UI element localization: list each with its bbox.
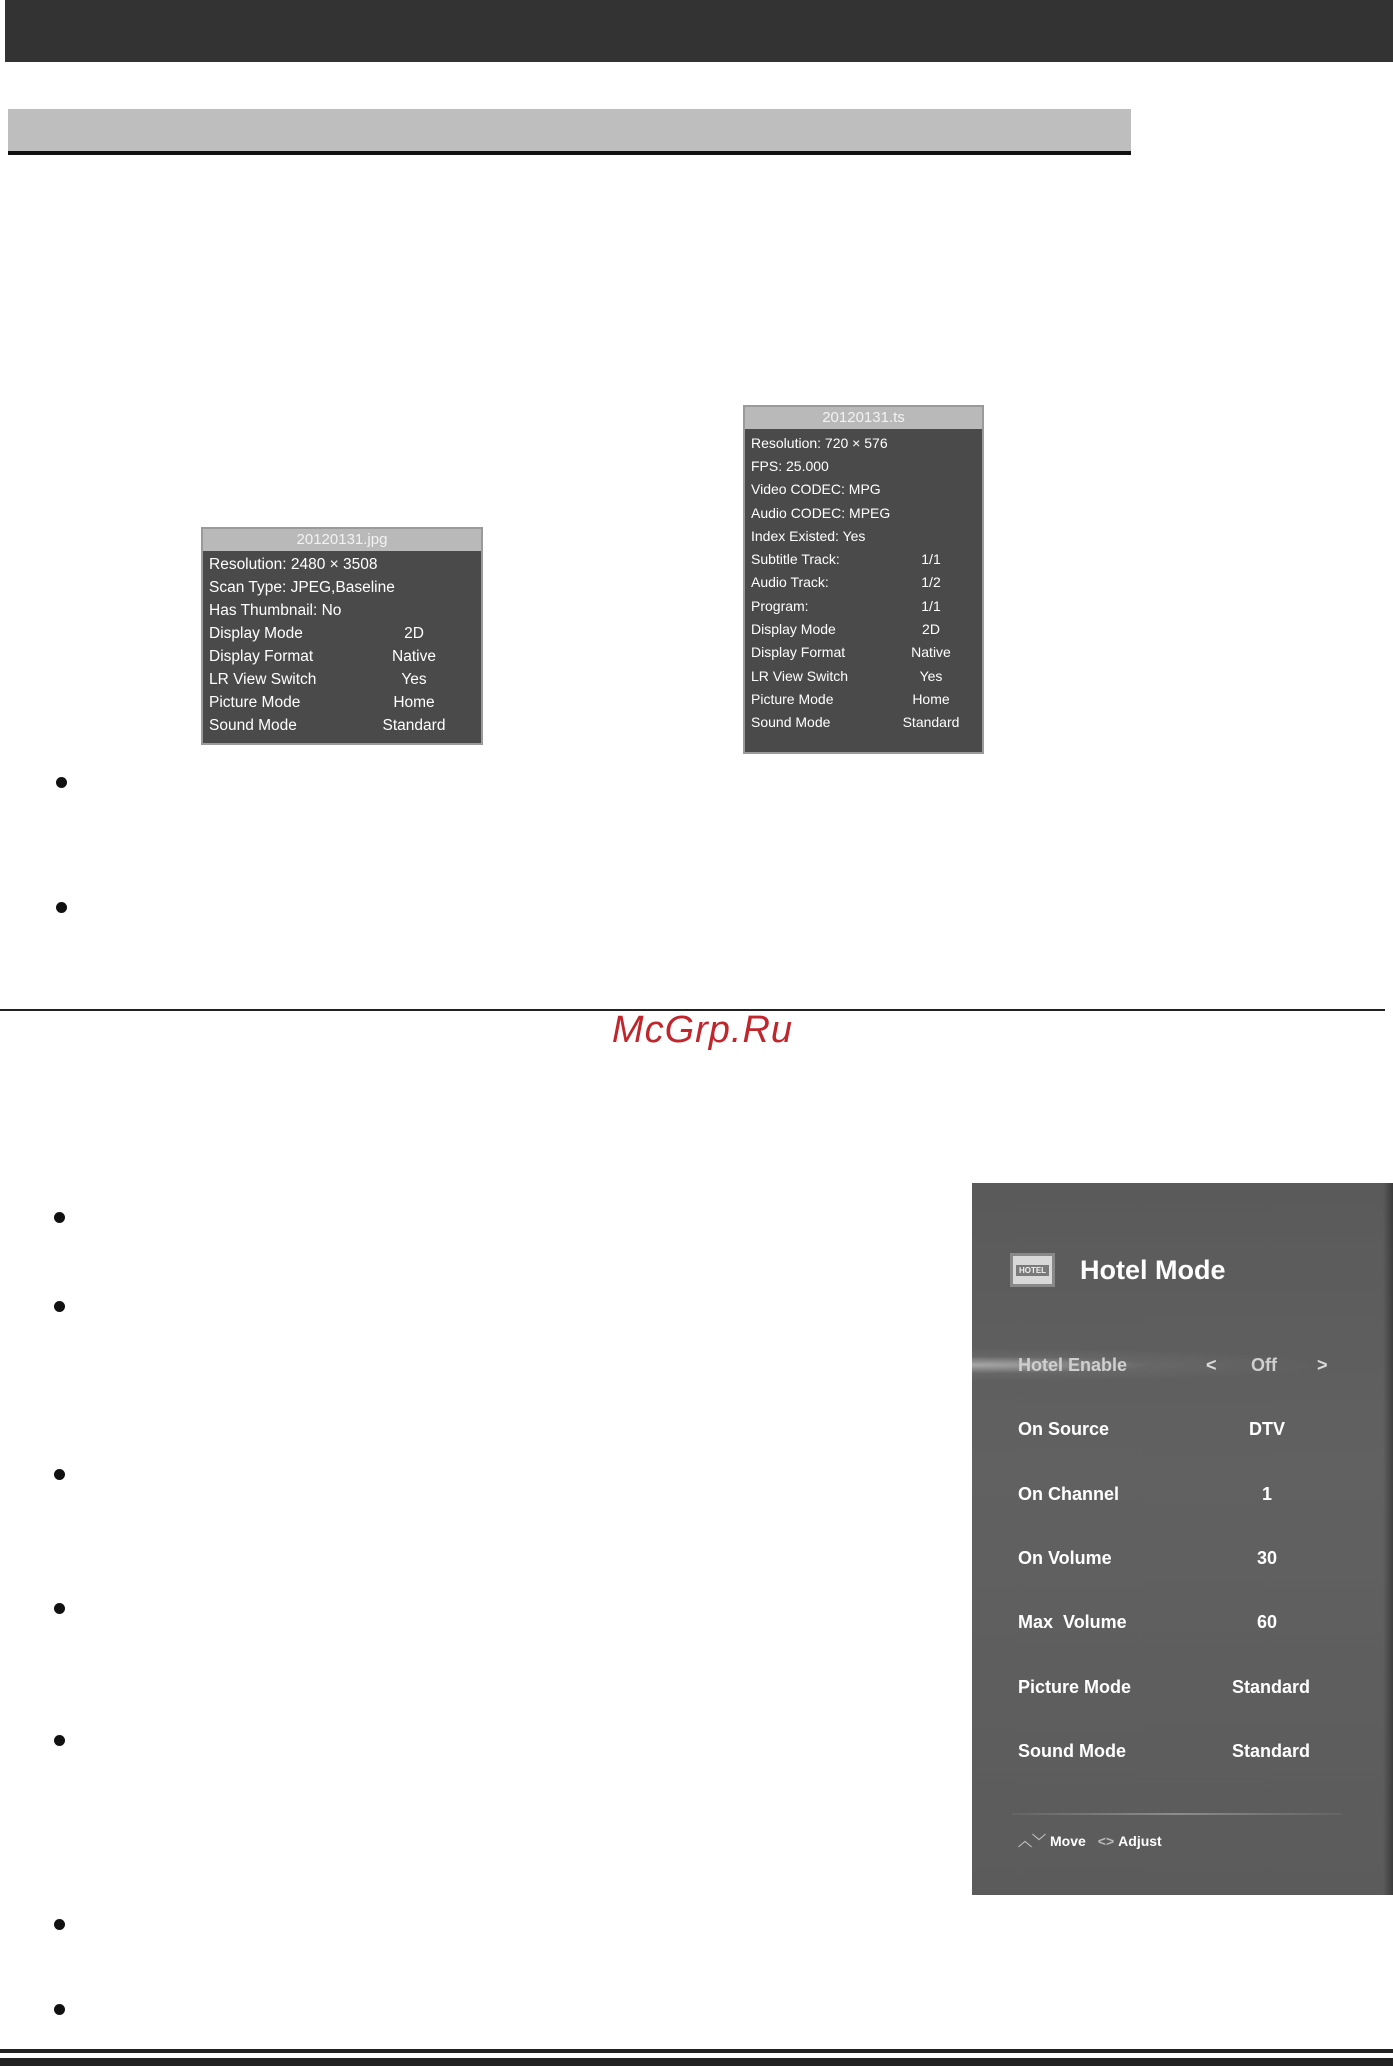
info-value: 2D	[404, 624, 424, 642]
photo-info-row	[209, 576, 475, 599]
info-label: Has Thumbnail: No	[209, 601, 342, 619]
footer-adjust-label: Adjust	[1118, 1833, 1162, 1849]
info-value: 1/2	[921, 574, 941, 591]
info-label: Picture Mode	[751, 690, 834, 707]
info-label: Display Format	[209, 647, 314, 665]
info-label: Sound Mode	[751, 714, 831, 731]
menu-item-label: Hotel Enable	[1018, 1355, 1128, 1375]
video-info-row	[751, 641, 976, 664]
menu-item-value: 60	[1256, 1612, 1278, 1632]
bullet-point	[54, 1301, 65, 1312]
info-label: Sound Mode	[209, 716, 297, 734]
photo-info-row	[209, 668, 475, 691]
info-value: Yes	[919, 667, 943, 684]
menu-item-value: 30	[1256, 1548, 1278, 1568]
bullet-point	[56, 902, 67, 913]
hotel-icon-text: HOTEL	[1016, 1265, 1049, 1276]
left-right-arrows-icon: <>	[1097, 1833, 1115, 1849]
video-info-row	[751, 594, 976, 617]
hotel-mode-menu	[972, 1183, 1393, 1895]
bullet-point	[54, 1212, 65, 1223]
info-value: Yes	[401, 670, 427, 688]
video-info-row	[751, 547, 976, 570]
menu-item-sound-mode[interactable]	[972, 1731, 1393, 1771]
info-value: 1/1	[921, 551, 941, 568]
section-heading-bar	[8, 109, 1131, 155]
info-value: Standard	[902, 714, 960, 731]
menu-item-label: On Volume	[1018, 1548, 1112, 1568]
video-info-row	[751, 524, 976, 547]
menu-item-label: On Source	[1018, 1419, 1110, 1439]
menu-item-on-channel[interactable]	[972, 1474, 1393, 1514]
video-info-row	[751, 571, 976, 594]
info-label: Display Format	[751, 644, 846, 661]
info-value: Native	[911, 644, 951, 661]
info-label: FPS: 25.000	[751, 457, 829, 474]
photo-info-row	[209, 622, 475, 645]
menu-item-value: 1	[1261, 1484, 1273, 1504]
video-info-panel	[743, 405, 984, 754]
photo-info-row	[209, 714, 475, 737]
info-label: Display Mode	[209, 624, 303, 642]
video-info-row	[751, 454, 976, 477]
photo-info-row	[209, 553, 475, 576]
chevron-left-icon[interactable]: <	[1206, 1355, 1217, 1375]
info-value: Native	[392, 647, 436, 665]
video-info-row	[751, 501, 976, 524]
info-label: LR View Switch	[751, 667, 849, 684]
footer-bar	[0, 2058, 1393, 2066]
info-label: Video CODEC: MPG	[751, 481, 881, 498]
info-value: Home	[393, 693, 435, 711]
menu-item-on-volume[interactable]	[972, 1538, 1393, 1578]
footer-move-label: Move	[1050, 1833, 1086, 1849]
bullet-point	[54, 1603, 65, 1614]
bullet-point	[56, 777, 67, 788]
info-label: LR View Switch	[209, 670, 317, 688]
menu-item-hotel-enable[interactable]	[972, 1345, 1393, 1385]
video-info-title: 20120131.ts	[745, 407, 982, 429]
menu-item-max-volume[interactable]	[972, 1602, 1393, 1642]
menu-title: Hotel Mode	[1080, 1255, 1226, 1285]
video-info-row	[751, 687, 976, 710]
photo-info-row	[209, 645, 475, 668]
photo-info-row	[209, 599, 475, 622]
up-down-arrows-icon: ︿﹀	[1018, 1833, 1046, 1849]
info-label: Resolution: 720 × 576	[751, 434, 888, 451]
info-value: 2D	[922, 621, 940, 638]
menu-footer	[1018, 1831, 1162, 1851]
photo-info-row	[209, 691, 475, 714]
watermark-text: McGrp.Ru	[611, 1009, 794, 1051]
menu-item-label: Max Volume	[1018, 1612, 1127, 1632]
video-info-row	[751, 617, 976, 640]
info-label: Audio Track:	[751, 574, 829, 591]
info-value: 1/1	[921, 597, 941, 614]
menu-item-label: Sound Mode	[1018, 1741, 1126, 1761]
info-value: Home	[912, 690, 950, 707]
bullet-point	[54, 1469, 65, 1480]
footer-divider	[1012, 1813, 1342, 1815]
hotel-icon	[1010, 1253, 1055, 1287]
info-label: Program:	[751, 597, 809, 614]
video-info-row	[751, 478, 976, 501]
menu-item-value: DTV	[1249, 1419, 1285, 1439]
menu-item-picture-mode[interactable]	[972, 1667, 1393, 1707]
video-info-row	[751, 664, 976, 687]
info-label: Picture Mode	[209, 693, 301, 711]
video-info-row	[751, 711, 976, 734]
bullet-point	[54, 1735, 65, 1746]
menu-item-on-source[interactable]	[972, 1409, 1393, 1449]
menu-item-value: Standard	[1231, 1677, 1311, 1697]
video-info-row	[751, 431, 976, 454]
menu-item-label: Picture Mode	[1018, 1677, 1132, 1697]
photo-info-title: 20120131.jpg	[203, 529, 481, 551]
footer-rule	[0, 2049, 1393, 2053]
chevron-right-icon[interactable]: >	[1317, 1355, 1328, 1375]
info-value: Standard	[382, 716, 446, 734]
photo-info-panel	[201, 527, 483, 745]
info-label: Resolution: 2480 × 3508	[209, 555, 378, 573]
info-label: Index Existed: Yes	[751, 527, 866, 544]
menu-item-label: On Channel	[1018, 1484, 1120, 1504]
info-label: Display Mode	[751, 621, 836, 638]
header-bar	[5, 0, 1393, 62]
bullet-point	[54, 2004, 65, 2015]
info-label: Subtitle Track:	[751, 551, 840, 568]
menu-item-value: Standard	[1231, 1741, 1311, 1761]
bullet-point	[54, 1919, 65, 1930]
menu-item-value: Off	[1251, 1355, 1277, 1375]
info-label: Scan Type: JPEG,Baseline	[209, 578, 395, 596]
info-label: Audio CODEC: MPEG	[751, 504, 891, 521]
